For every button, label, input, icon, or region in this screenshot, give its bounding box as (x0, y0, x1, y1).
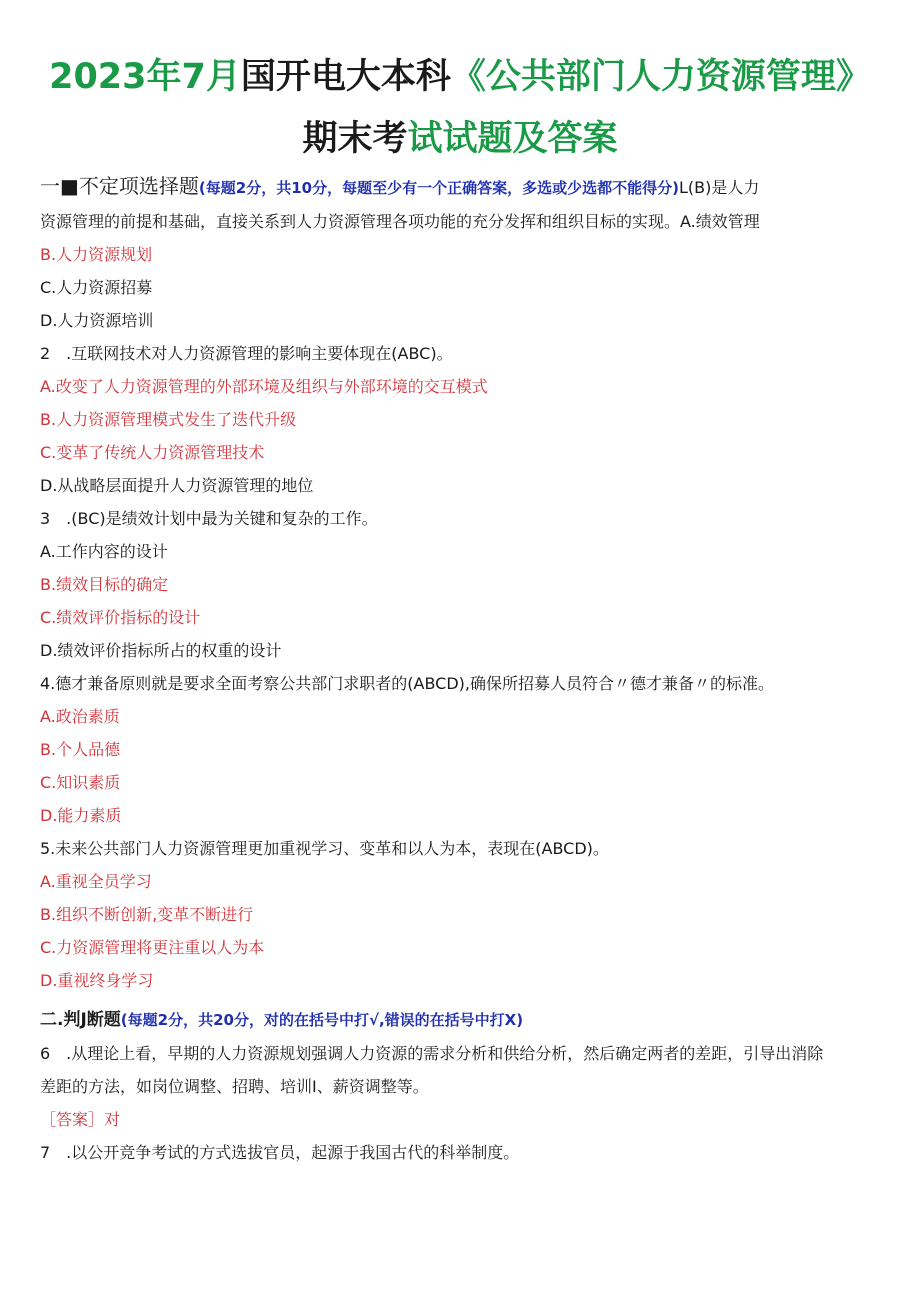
q5-option-c: C.力资源管理将更注重以人为本 (40, 938, 265, 957)
q1-option-b: B.人力资源规划 (40, 245, 153, 264)
q3-option-c: C.绩效评价指标的设计 (40, 608, 201, 627)
q2-option-c: C.变革了传统人力资源管理技术 (40, 443, 265, 462)
exam-content (40, 170, 882, 1169)
q6-stem-line-2: 差距的方法，如岗位调整、招聘、培训I、薪资调整等。 (40, 1077, 429, 1096)
section2-heading: 二.判J断题 (40, 1010, 121, 1030)
q2-option-a: A.改变了人力资源管理的外部环境及组织与外部环境的交互模式 (40, 377, 488, 396)
q4-option-d: D.能力素质 (40, 806, 122, 825)
q6-stem-line-1: 6 .从理论上看，早期的人力资源规划强调人力资源的需求分析和供给分析，然后确定两者的差距，引导出消除 (40, 1044, 824, 1063)
title-line-1 (0, 46, 920, 108)
q4-option-c: C.知识素质 (40, 773, 121, 792)
q2-option-b: B.人力资源管理模式发生了迭代升级 (40, 410, 297, 429)
q6-answer: ［答案］对 (40, 1110, 121, 1129)
q1-option-c: C.人力资源招募 (40, 278, 153, 297)
q3-option-b: B.绩效目标的确定 (40, 575, 169, 594)
q3-stem: 3 .(BC)是绩效计划中最为关键和复杂的工作。 (40, 509, 378, 528)
q4-option-b: B.个人品德 (40, 740, 121, 759)
q5-stem: 5.未来公共部门人力资源管理更加重视学习、变革和以人为本，表现在(ABCD)。 (40, 839, 609, 858)
section1-heading-line (40, 170, 882, 205)
section2-note: (每题2分，共20分，对的在括号中打√,错误的在括号中打X) (120, 1011, 524, 1029)
q7-stem: 7 .以公开竞争考试的方式选拔官员，起源于我国古代的科举制度。 (40, 1143, 520, 1162)
title-course: 《公共部门人力资源管理》 (450, 57, 871, 97)
section1-heading: 一■不定项选择题 (40, 174, 199, 198)
q3-option-a: A.工作内容的设计 (40, 542, 168, 561)
title-school: 国开电大本科 (240, 57, 451, 97)
q2-stem: 2 .互联网技术对人力资源管理的影响主要体现在(ABC)。 (40, 344, 453, 363)
q3-option-d: D.绩效评价指标所占的权重的设计 (40, 641, 282, 660)
title-line-2 (0, 108, 920, 170)
q1-option-d: D.人力资源培训 (40, 311, 154, 330)
q1-stem-rest: 资源管理的前提和基础，直接关系到人力资源管理各项功能的充分发挥和组织目标的实现。A.绩效管理 (40, 212, 760, 231)
title-exam-suffix: 试试题及答案 (407, 119, 618, 159)
q1-stem-start: L(B)是人力 (678, 178, 760, 197)
q4-option-a: A.政治素质 (40, 707, 120, 726)
section2-heading-line (40, 1003, 882, 1037)
q5-option-b: B.组织不断创新,变革不断进行 (40, 905, 254, 924)
title-exam: 期末考 (302, 119, 408, 159)
q2-option-d: D.从战略层面提升人力资源管理的地位 (40, 476, 314, 495)
q5-option-d: D.重视终身学习 (40, 971, 154, 990)
section1-note: (每题2分，共10分，每题至少有一个正确答案，多选或少选都不能得分) (198, 179, 679, 197)
q4-stem: 4.德才兼备原则就是要求全面考察公共部门求职者的(ABCD),确保所招募人员符合〃德才兼备〃的标准。 (40, 674, 774, 693)
title-year-month: 2023年7月 (49, 57, 241, 97)
q5-option-a: A.重视全员学习 (40, 872, 152, 891)
